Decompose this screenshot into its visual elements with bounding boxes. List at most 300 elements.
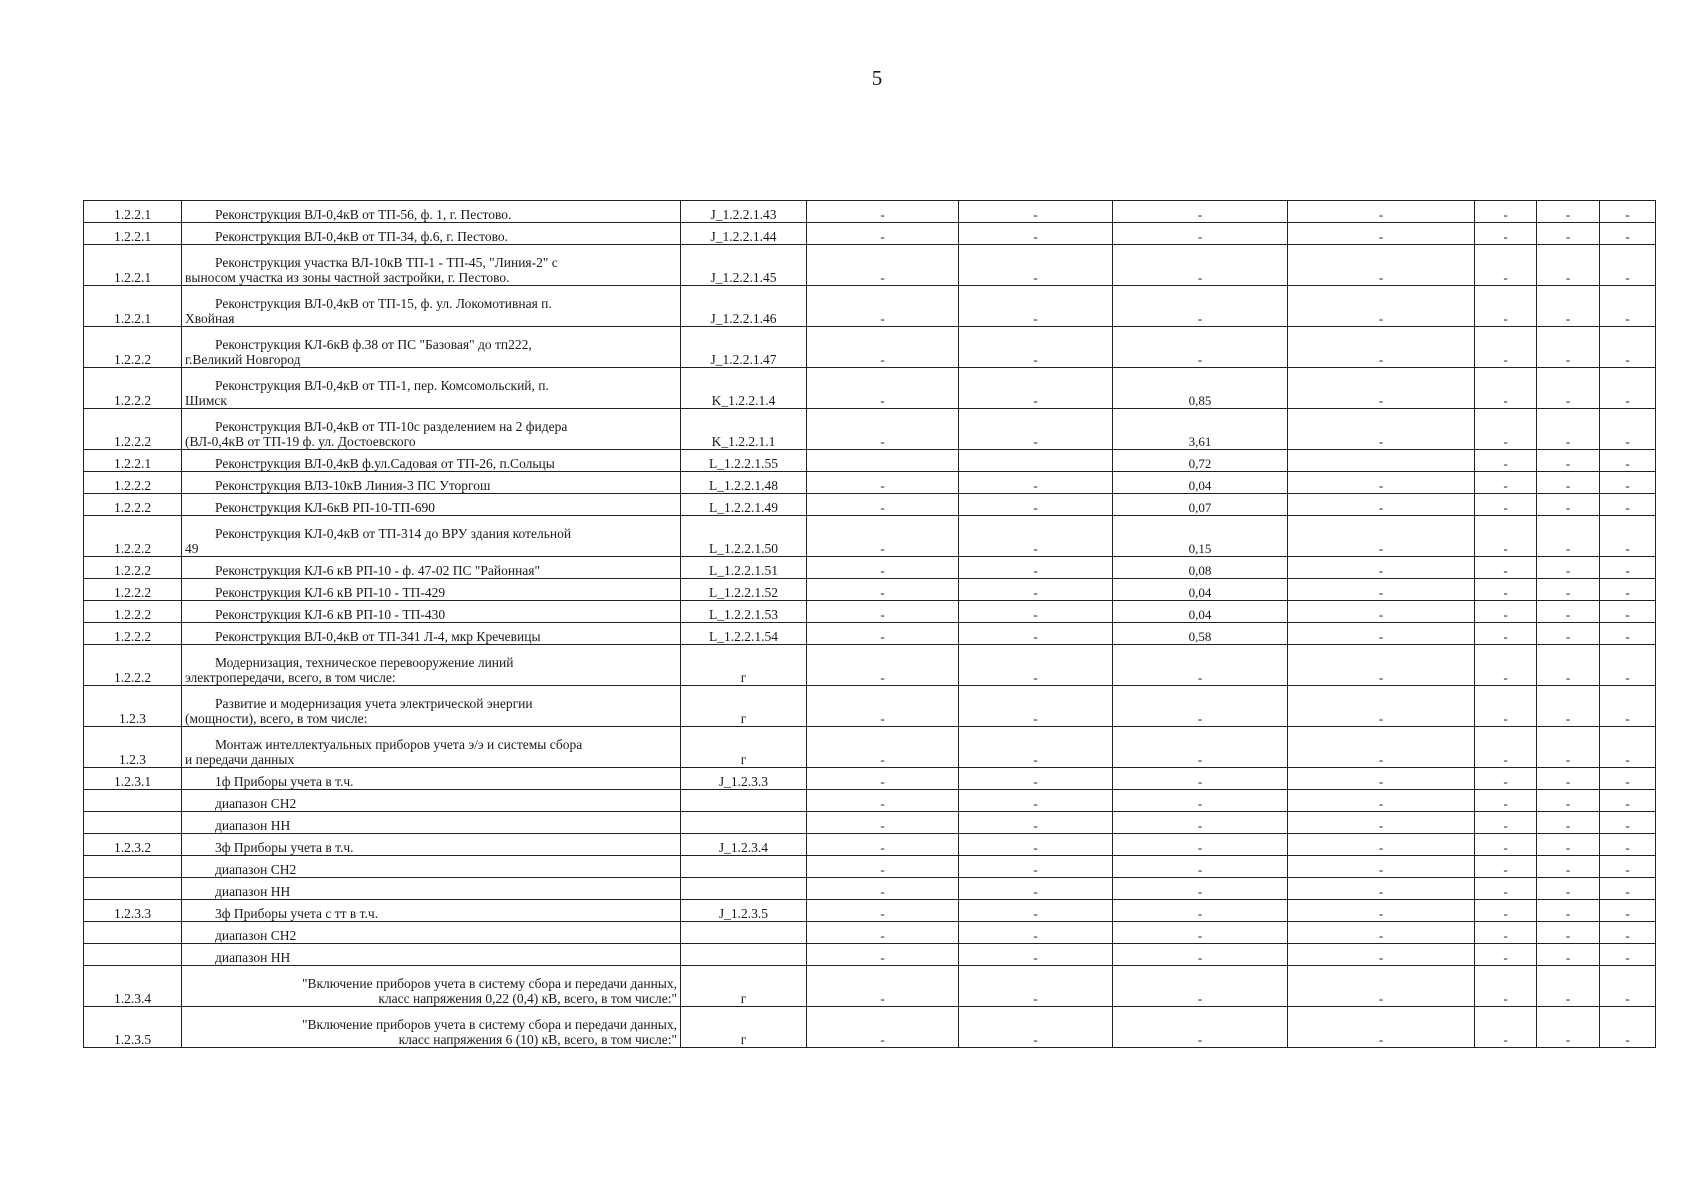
value-cell: - bbox=[1537, 790, 1600, 812]
table-row bbox=[84, 409, 1656, 450]
value-cell: - bbox=[959, 201, 1113, 223]
row-number: 1.2.2.1 bbox=[84, 245, 182, 286]
value-cell: - bbox=[959, 922, 1113, 944]
value-cell: - bbox=[1288, 645, 1475, 686]
value-cell: 0,07 bbox=[1113, 494, 1288, 516]
value-cell: - bbox=[1475, 245, 1537, 286]
row-number: 1.2.2.1 bbox=[84, 223, 182, 245]
value-cell: - bbox=[807, 900, 959, 922]
row-name-line-1: диапазон НН bbox=[215, 884, 291, 899]
value-cell: - bbox=[1475, 1007, 1537, 1048]
row-code: J_1.2.2.1.44 bbox=[681, 223, 807, 245]
table-row bbox=[84, 727, 1656, 768]
table-body bbox=[84, 201, 1656, 1048]
row-number: 1.2.2.2 bbox=[84, 472, 182, 494]
table-row bbox=[84, 812, 1656, 834]
value-cell: - bbox=[1475, 645, 1537, 686]
row-name bbox=[182, 623, 681, 645]
value-cell: - bbox=[807, 727, 959, 768]
value-cell: - bbox=[1288, 1007, 1475, 1048]
row-name bbox=[182, 900, 681, 922]
value-cell: - bbox=[959, 557, 1113, 579]
value-cell: - bbox=[1537, 327, 1600, 368]
value-cell: - bbox=[959, 834, 1113, 856]
row-name-line-1: Реконструкция КЛ-6кВ ф.38 от ПС "Базовая" до тп222, bbox=[215, 337, 532, 352]
value-cell: - bbox=[959, 409, 1113, 450]
row-number bbox=[84, 878, 182, 900]
row-name bbox=[182, 922, 681, 944]
row-name-line-1: Реконструкция ВЛ-0,4кВ от ТП-34, ф.6, г. Пестово. bbox=[215, 229, 509, 244]
row-code: J_1.2.2.1.46 bbox=[681, 286, 807, 327]
row-name bbox=[182, 494, 681, 516]
value-cell: - bbox=[959, 790, 1113, 812]
table-row bbox=[84, 623, 1656, 645]
value-cell: - bbox=[1288, 878, 1475, 900]
value-cell: - bbox=[1113, 727, 1288, 768]
value-cell: - bbox=[1537, 601, 1600, 623]
row-number: 1.2.2.2 bbox=[84, 601, 182, 623]
row-name bbox=[182, 727, 681, 768]
value-cell: - bbox=[807, 516, 959, 557]
table-row bbox=[84, 494, 1656, 516]
value-cell: - bbox=[1600, 856, 1656, 878]
value-cell: - bbox=[1600, 727, 1656, 768]
value-cell: - bbox=[1288, 286, 1475, 327]
value-cell: - bbox=[1537, 922, 1600, 944]
value-cell: - bbox=[1600, 601, 1656, 623]
row-name-line-2: Хвойная bbox=[185, 311, 235, 326]
value-cell: - bbox=[1288, 516, 1475, 557]
value-cell: - bbox=[959, 727, 1113, 768]
value-cell: - bbox=[1537, 812, 1600, 834]
row-code: J_1.2.2.1.43 bbox=[681, 201, 807, 223]
row-name-line-1: Реконструкция ВЛЗ-10кВ Линия-3 ПС Уторгош bbox=[215, 478, 491, 493]
table-row bbox=[84, 557, 1656, 579]
value-cell: - bbox=[1537, 516, 1600, 557]
row-name-line-1: Реконструкция КЛ-6 кВ РП-10 - ТП-430 bbox=[215, 607, 446, 622]
row-number: 1.2.3 bbox=[84, 727, 182, 768]
value-cell: - bbox=[959, 856, 1113, 878]
value-cell: - bbox=[1475, 790, 1537, 812]
row-name-line-1: Реконструкция ВЛ-0,4кВ от ТП-1, пер. Комсомольский, п. bbox=[215, 378, 549, 393]
row-name-line-2: класс напряжения 6 (10) кВ, всего, в том числе:" bbox=[398, 1032, 677, 1047]
value-cell: - bbox=[1475, 623, 1537, 645]
value-cell: - bbox=[1537, 494, 1600, 516]
table-row bbox=[84, 944, 1656, 966]
value-cell: - bbox=[1288, 557, 1475, 579]
row-code bbox=[681, 878, 807, 900]
row-number: 1.2.2.2 bbox=[84, 645, 182, 686]
value-cell: - bbox=[1600, 450, 1656, 472]
value-cell: - bbox=[807, 223, 959, 245]
value-cell: - bbox=[1288, 944, 1475, 966]
row-number: 1.2.2.2 bbox=[84, 623, 182, 645]
value-cell: - bbox=[807, 579, 959, 601]
row-number: 1.2.2.1 bbox=[84, 201, 182, 223]
value-cell: - bbox=[1288, 686, 1475, 727]
row-name-line-1: Модернизация, техническое перевооружение линий bbox=[215, 655, 514, 670]
value-cell: - bbox=[1600, 327, 1656, 368]
row-code: L_1.2.2.1.52 bbox=[681, 579, 807, 601]
table-row bbox=[84, 201, 1656, 223]
row-name-line-1: Реконструкция ВЛ-0,4кВ от ТП-15, ф. ул. Локомотивная п. bbox=[215, 296, 552, 311]
row-name-line-1: диапазон НН bbox=[215, 818, 291, 833]
value-cell: - bbox=[1475, 768, 1537, 790]
value-cell: - bbox=[959, 286, 1113, 327]
value-cell: - bbox=[1537, 944, 1600, 966]
row-name-line-1: Развитие и модернизация учета электрической энергии bbox=[215, 696, 533, 711]
row-number: 1.2.2.1 bbox=[84, 450, 182, 472]
row-name-line-1: Монтаж интеллектуальных приборов учета э/э и системы сбора bbox=[215, 737, 583, 752]
value-cell: - bbox=[1600, 878, 1656, 900]
value-cell: - bbox=[1113, 645, 1288, 686]
value-cell: - bbox=[959, 812, 1113, 834]
table-row bbox=[84, 327, 1656, 368]
row-code: г bbox=[681, 966, 807, 1007]
row-name-line-1: Реконструкция участка ВЛ-10кВ ТП-1 - ТП-45, "Линия-2" с bbox=[215, 255, 558, 270]
row-name-line-1: Реконструкция КЛ-6кВ РП-10-ТП-690 bbox=[215, 500, 435, 515]
value-cell: - bbox=[959, 601, 1113, 623]
row-name bbox=[182, 201, 681, 223]
row-number: 1.2.3.5 bbox=[84, 1007, 182, 1048]
row-name-line-2: Шимск bbox=[185, 393, 227, 408]
table-row bbox=[84, 368, 1656, 409]
value-cell: - bbox=[1288, 623, 1475, 645]
value-cell: - bbox=[959, 327, 1113, 368]
row-name-line-2: класс напряжения 0,22 (0,4) кВ, всего, в том числе:" bbox=[378, 991, 677, 1006]
value-cell: - bbox=[1475, 834, 1537, 856]
table-row bbox=[84, 601, 1656, 623]
value-cell: - bbox=[1475, 327, 1537, 368]
row-code bbox=[681, 922, 807, 944]
value-cell: - bbox=[1537, 856, 1600, 878]
row-code: L_1.2.2.1.48 bbox=[681, 472, 807, 494]
table-row bbox=[84, 472, 1656, 494]
value-cell: - bbox=[1537, 450, 1600, 472]
value-cell: - bbox=[1288, 245, 1475, 286]
row-number: 1.2.3.1 bbox=[84, 768, 182, 790]
value-cell: - bbox=[1475, 944, 1537, 966]
row-code: J_1.2.3.5 bbox=[681, 900, 807, 922]
row-number: 1.2.2.2 bbox=[84, 516, 182, 557]
value-cell: - bbox=[1537, 201, 1600, 223]
value-cell: 0,85 bbox=[1113, 368, 1288, 409]
row-name bbox=[182, 368, 681, 409]
value-cell: - bbox=[959, 944, 1113, 966]
table-row bbox=[84, 790, 1656, 812]
value-cell: - bbox=[1475, 900, 1537, 922]
row-name bbox=[182, 768, 681, 790]
value-cell: - bbox=[1113, 768, 1288, 790]
row-code: K_1.2.2.1.4 bbox=[681, 368, 807, 409]
value-cell: - bbox=[1113, 922, 1288, 944]
value-cell: - bbox=[1113, 201, 1288, 223]
value-cell: - bbox=[807, 812, 959, 834]
table-row bbox=[84, 1007, 1656, 1048]
value-cell: - bbox=[1600, 645, 1656, 686]
row-name bbox=[182, 516, 681, 557]
value-cell: - bbox=[807, 686, 959, 727]
row-name bbox=[182, 686, 681, 727]
value-cell: - bbox=[1600, 966, 1656, 1007]
value-cell: - bbox=[1288, 409, 1475, 450]
value-cell: - bbox=[1113, 790, 1288, 812]
row-code: г bbox=[681, 1007, 807, 1048]
value-cell: - bbox=[959, 900, 1113, 922]
value-cell: - bbox=[807, 409, 959, 450]
row-name-line-2: (ВЛ-0,4кВ от ТП-19 ф. ул. Достоевского bbox=[185, 434, 416, 449]
value-cell: - bbox=[1537, 727, 1600, 768]
row-name-line-1: Реконструкция КЛ-6 кВ РП-10 - ТП-429 bbox=[215, 585, 446, 600]
row-name-line-1: диапазон СН2 bbox=[215, 862, 297, 877]
value-cell: - bbox=[807, 494, 959, 516]
value-cell: - bbox=[1537, 1007, 1600, 1048]
value-cell: - bbox=[1288, 327, 1475, 368]
value-cell: - bbox=[1288, 922, 1475, 944]
value-cell: - bbox=[1288, 900, 1475, 922]
value-cell: - bbox=[1475, 579, 1537, 601]
table-row bbox=[84, 286, 1656, 327]
value-cell: - bbox=[807, 1007, 959, 1048]
value-cell: - bbox=[807, 645, 959, 686]
value-cell: - bbox=[807, 834, 959, 856]
value-cell: - bbox=[1113, 245, 1288, 286]
value-cell: - bbox=[1537, 223, 1600, 245]
value-cell: - bbox=[1600, 944, 1656, 966]
row-number bbox=[84, 944, 182, 966]
value-cell: - bbox=[1537, 966, 1600, 1007]
table-row bbox=[84, 516, 1656, 557]
row-name bbox=[182, 601, 681, 623]
row-number: 1.2.2.1 bbox=[84, 286, 182, 327]
table-row bbox=[84, 768, 1656, 790]
value-cell: - bbox=[807, 856, 959, 878]
value-cell: - bbox=[1475, 856, 1537, 878]
value-cell: 0,72 bbox=[1113, 450, 1288, 472]
value-cell: - bbox=[959, 623, 1113, 645]
row-number: 1.2.3.2 bbox=[84, 834, 182, 856]
row-code: L_1.2.2.1.54 bbox=[681, 623, 807, 645]
value-cell: - bbox=[1600, 623, 1656, 645]
row-name bbox=[182, 450, 681, 472]
row-code: L_1.2.2.1.49 bbox=[681, 494, 807, 516]
row-number: 1.2.3.3 bbox=[84, 900, 182, 922]
value-cell: - bbox=[807, 368, 959, 409]
table-row bbox=[84, 223, 1656, 245]
value-cell: - bbox=[1537, 900, 1600, 922]
value-cell: - bbox=[1113, 900, 1288, 922]
table-row bbox=[84, 579, 1656, 601]
row-code: L_1.2.2.1.53 bbox=[681, 601, 807, 623]
value-cell: - bbox=[959, 878, 1113, 900]
row-name bbox=[182, 327, 681, 368]
value-cell: - bbox=[1475, 494, 1537, 516]
value-cell: - bbox=[807, 286, 959, 327]
value-cell bbox=[807, 450, 959, 472]
value-cell: - bbox=[1537, 686, 1600, 727]
value-cell: - bbox=[1113, 327, 1288, 368]
value-cell: - bbox=[959, 768, 1113, 790]
row-name-line-1: Реконструкция ВЛ-0,4кВ ф.ул.Садовая от ТП-26, п.Сольцы bbox=[215, 456, 555, 471]
row-name bbox=[182, 223, 681, 245]
value-cell: - bbox=[1600, 686, 1656, 727]
value-cell: 0,58 bbox=[1113, 623, 1288, 645]
row-name-line-1: Реконструкция КЛ-6 кВ РП-10 - ф. 47-02 ПС "Районная" bbox=[215, 563, 541, 578]
investment-program-table bbox=[83, 200, 1656, 1048]
value-cell: - bbox=[959, 1007, 1113, 1048]
value-cell: - bbox=[1113, 686, 1288, 727]
row-name-line-1: диапазон СН2 bbox=[215, 928, 297, 943]
value-cell: - bbox=[1288, 768, 1475, 790]
table-row bbox=[84, 900, 1656, 922]
row-number: 1.2.2.2 bbox=[84, 327, 182, 368]
value-cell: - bbox=[1600, 1007, 1656, 1048]
row-name-line-2: электропередачи, всего, в том числе: bbox=[185, 670, 396, 685]
value-cell: - bbox=[959, 579, 1113, 601]
page-number: 5 bbox=[871, 66, 883, 90]
row-code: J_1.2.2.1.45 bbox=[681, 245, 807, 286]
value-cell: - bbox=[1475, 516, 1537, 557]
row-name-line-1: "Включение приборов учета в систему сбора и передачи данных, bbox=[301, 976, 677, 991]
value-cell: 0,08 bbox=[1113, 557, 1288, 579]
row-code bbox=[681, 790, 807, 812]
value-cell: - bbox=[1475, 409, 1537, 450]
row-name-line-1: 3ф Приборы учета в т.ч. bbox=[215, 840, 354, 855]
value-cell: - bbox=[1288, 834, 1475, 856]
value-cell: - bbox=[1288, 472, 1475, 494]
row-name-line-1: 1ф Приборы учета в т.ч. bbox=[215, 774, 354, 789]
row-name-line-2: 49 bbox=[185, 541, 199, 556]
row-number bbox=[84, 790, 182, 812]
row-name-line-2: выносом участка из зоны частной застройки, г. Пестово. bbox=[185, 270, 510, 285]
value-cell: 0,15 bbox=[1113, 516, 1288, 557]
value-cell: - bbox=[1288, 727, 1475, 768]
value-cell: 0,04 bbox=[1113, 601, 1288, 623]
value-cell: - bbox=[1537, 623, 1600, 645]
row-name bbox=[182, 944, 681, 966]
row-name-line-2: г.Великий Новгород bbox=[185, 352, 301, 367]
value-cell: - bbox=[1288, 601, 1475, 623]
row-code: J_1.2.2.1.47 bbox=[681, 327, 807, 368]
row-code: L_1.2.2.1.50 bbox=[681, 516, 807, 557]
value-cell: - bbox=[1475, 922, 1537, 944]
value-cell: - bbox=[807, 245, 959, 286]
value-cell: - bbox=[1600, 201, 1656, 223]
value-cell: - bbox=[1537, 768, 1600, 790]
row-code: K_1.2.2.1.1 bbox=[681, 409, 807, 450]
value-cell: - bbox=[959, 645, 1113, 686]
value-cell: - bbox=[1475, 286, 1537, 327]
row-number: 1.2.2.2 bbox=[84, 579, 182, 601]
row-code: г bbox=[681, 645, 807, 686]
value-cell: - bbox=[1113, 834, 1288, 856]
row-name-line-2: (мощности), всего, в том числе: bbox=[185, 711, 368, 726]
row-code: L_1.2.2.1.51 bbox=[681, 557, 807, 579]
value-cell: - bbox=[807, 557, 959, 579]
row-name-line-1: Реконструкция КЛ-0,4кВ от ТП-314 до ВРУ здания котельной bbox=[215, 526, 572, 541]
value-cell: - bbox=[1600, 812, 1656, 834]
value-cell: - bbox=[1600, 579, 1656, 601]
value-cell: - bbox=[1475, 368, 1537, 409]
value-cell: - bbox=[1600, 768, 1656, 790]
value-cell: - bbox=[1288, 790, 1475, 812]
value-cell: - bbox=[1475, 557, 1537, 579]
value-cell: - bbox=[807, 922, 959, 944]
value-cell: - bbox=[1288, 494, 1475, 516]
value-cell: - bbox=[1288, 223, 1475, 245]
value-cell: - bbox=[959, 686, 1113, 727]
value-cell: 0,04 bbox=[1113, 579, 1288, 601]
table-row bbox=[84, 966, 1656, 1007]
value-cell: - bbox=[1537, 557, 1600, 579]
row-name bbox=[182, 878, 681, 900]
value-cell: - bbox=[1475, 472, 1537, 494]
value-cell: - bbox=[1113, 856, 1288, 878]
table-row bbox=[84, 856, 1656, 878]
row-number bbox=[84, 812, 182, 834]
value-cell: - bbox=[807, 601, 959, 623]
value-cell: - bbox=[1600, 472, 1656, 494]
value-cell: - bbox=[1600, 223, 1656, 245]
value-cell: - bbox=[959, 966, 1113, 1007]
row-name bbox=[182, 409, 681, 450]
value-cell: 0,04 bbox=[1113, 472, 1288, 494]
value-cell: - bbox=[1288, 368, 1475, 409]
row-name bbox=[182, 834, 681, 856]
value-cell: - bbox=[1113, 944, 1288, 966]
row-code: J_1.2.3.4 bbox=[681, 834, 807, 856]
value-cell: - bbox=[1600, 834, 1656, 856]
value-cell: - bbox=[807, 768, 959, 790]
value-cell: - bbox=[1600, 900, 1656, 922]
value-cell: - bbox=[1113, 286, 1288, 327]
row-code: г bbox=[681, 727, 807, 768]
row-number: 1.2.2.2 bbox=[84, 494, 182, 516]
row-code: L_1.2.2.1.55 bbox=[681, 450, 807, 472]
value-cell: - bbox=[1475, 686, 1537, 727]
value-cell: - bbox=[1475, 812, 1537, 834]
row-number: 1.2.2.2 bbox=[84, 409, 182, 450]
table-row bbox=[84, 245, 1656, 286]
row-name-line-1: Реконструкция ВЛ-0,4кВ от ТП-56, ф. 1, г. Пестово. bbox=[215, 207, 512, 222]
row-name bbox=[182, 286, 681, 327]
value-cell: - bbox=[1600, 557, 1656, 579]
value-cell: - bbox=[1537, 368, 1600, 409]
row-name bbox=[182, 966, 681, 1007]
value-cell: - bbox=[1537, 286, 1600, 327]
row-name bbox=[182, 812, 681, 834]
row-number bbox=[84, 856, 182, 878]
row-name bbox=[182, 579, 681, 601]
row-number: 1.2.2.2 bbox=[84, 368, 182, 409]
value-cell: - bbox=[1113, 966, 1288, 1007]
value-cell: - bbox=[807, 944, 959, 966]
value-cell: - bbox=[807, 966, 959, 1007]
value-cell: - bbox=[959, 472, 1113, 494]
value-cell: 3,61 bbox=[1113, 409, 1288, 450]
value-cell: - bbox=[807, 201, 959, 223]
value-cell: - bbox=[1475, 601, 1537, 623]
value-cell: - bbox=[1288, 856, 1475, 878]
row-number: 1.2.2.2 bbox=[84, 557, 182, 579]
row-name bbox=[182, 1007, 681, 1048]
value-cell bbox=[959, 450, 1113, 472]
value-cell: - bbox=[959, 223, 1113, 245]
row-name bbox=[182, 790, 681, 812]
value-cell: - bbox=[959, 516, 1113, 557]
row-code: J_1.2.3.3 bbox=[681, 768, 807, 790]
value-cell: - bbox=[1537, 472, 1600, 494]
